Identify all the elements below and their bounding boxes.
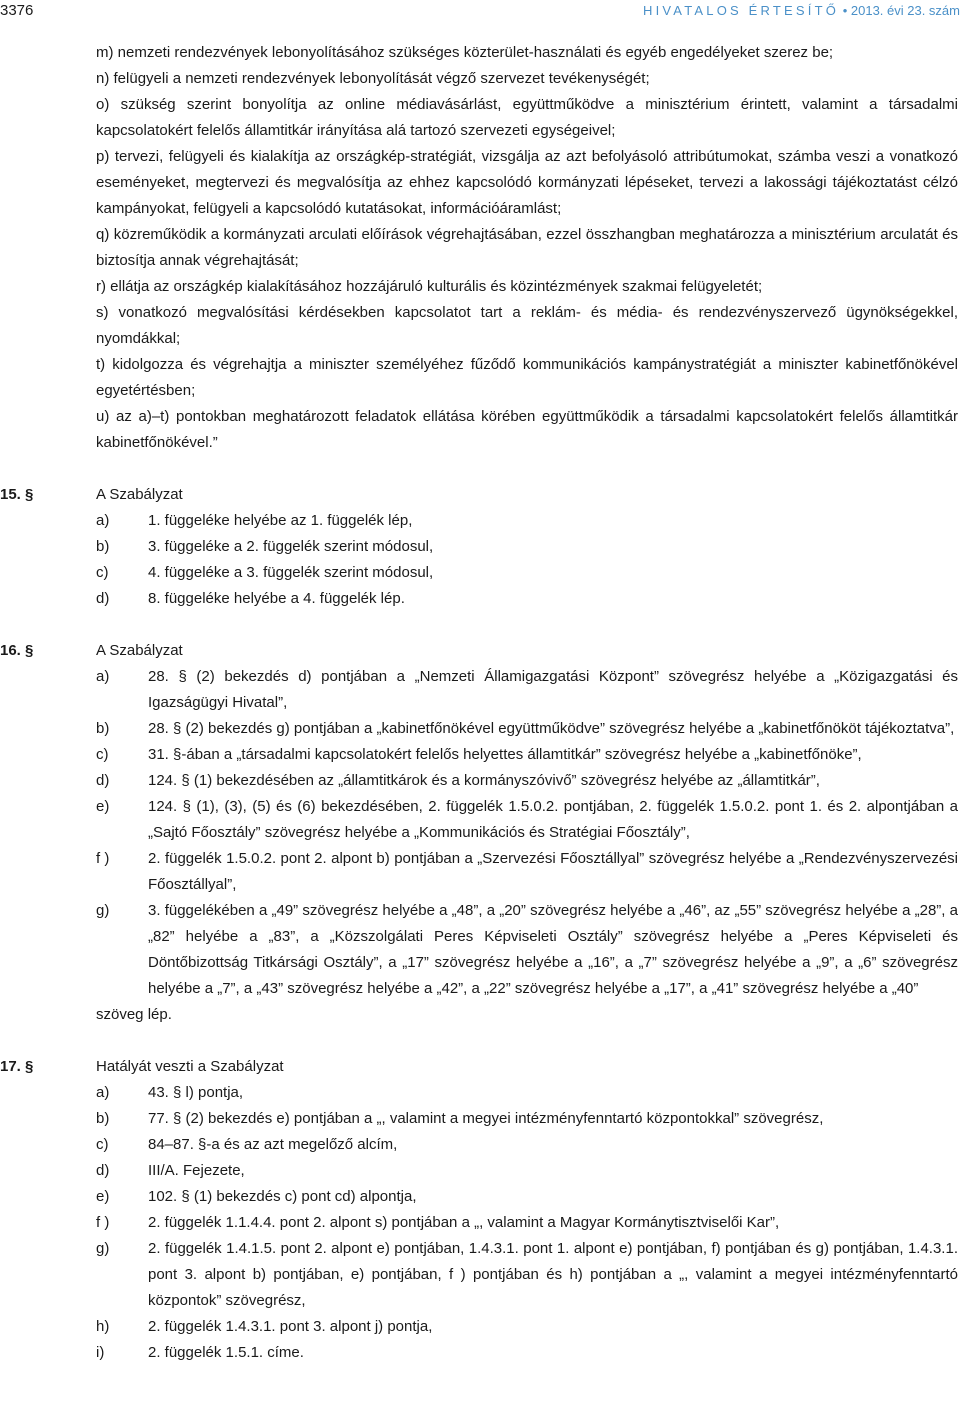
section-number: 16. §	[0, 642, 34, 659]
item-text: 1. függeléke helyébe az 1. függelék lép,	[148, 512, 413, 529]
item-letter: e)	[96, 798, 110, 815]
item-letter: g)	[96, 902, 110, 919]
item-text: 102. § (1) bekezdés c) pont cd) alpontja,	[148, 1188, 417, 1205]
item-letter: a)	[96, 668, 110, 685]
intro-point: m) nemzeti rendezvények lebonyolításához szükséges közterület-használati és egyéb engedélyeket szerez be;	[96, 44, 834, 61]
item-letter: c)	[96, 746, 109, 763]
list-item	[96, 586, 958, 612]
item-letter: b)	[96, 538, 110, 555]
list-item	[96, 1210, 958, 1236]
item-text: 28. § (2) bekezdés d) pontjában a „Nemzeti Államigazgatási Központ” szövegrész helyébe a „Közigazgatási és Igazságügyi Hivatal”,	[148, 668, 958, 711]
intro-points	[0, 40, 960, 456]
journal-title: HIVATALOS ÉRTESÍTŐ	[643, 3, 840, 18]
item-letter: f )	[96, 850, 110, 867]
intro-point: r) ellátja az országkép kialakításához hozzájáruló kulturális és közintézmények szakmai felügyeletét;	[96, 278, 763, 295]
list-item	[96, 534, 958, 560]
intro-point: q) közreműködik a kormányzati arculati előírások végrehajtásában, ezzel összhangban meghatározza a minisztérium arculatát és biztosítja annak végrehajtását;	[96, 226, 958, 269]
section-15	[0, 482, 960, 612]
page-number: 3376	[0, 2, 34, 19]
item-letter: f )	[96, 1214, 110, 1231]
item-letter: i)	[96, 1344, 105, 1361]
item-text: 2. függelék 1.4.1.5. pont 2. alpont e) pontjában, 1.4.3.1. pont 1. alpont e) pontjában, f) pontjában és g) pontjában, 1.4.3.1. pont 3. alpont b) pontjában, e) pontjában, f ) pontjában és h) pontjában a „, valamint a megyei intézményfenntartó központok” szövegrész,	[148, 1240, 958, 1309]
list-item	[96, 768, 958, 794]
list-item	[96, 508, 958, 534]
header-bullet: •	[842, 3, 848, 18]
item-letter: b)	[96, 1110, 110, 1127]
section-16	[0, 638, 960, 1028]
list-item	[96, 898, 958, 1002]
list-item	[96, 664, 958, 716]
item-letter: d)	[96, 1162, 110, 1179]
item-letter: a)	[96, 512, 110, 529]
list-item	[96, 742, 958, 768]
item-letter: h)	[96, 1318, 110, 1335]
list-item	[96, 1184, 958, 1210]
item-text: III/A. Fejezete,	[148, 1162, 245, 1179]
section-number: 15. §	[0, 486, 34, 503]
item-letter: e)	[96, 1188, 110, 1205]
item-text: 84–87. §-a és az azt megelőző alcím,	[148, 1136, 398, 1153]
intro-point: t) kidolgozza és végrehajtja a miniszter személyéhez fűződő kommunikációs kampánystratégiát a miniszter kabinetfőnökével egyetértésben;	[96, 356, 958, 399]
item-text: 28. § (2) bekezdés g) pontjában a „kabinetfőnökével együttműködve” szövegrész helyébe a „kabinetfőnököt tájékoztatva”,	[148, 720, 955, 737]
item-letter: a)	[96, 1084, 110, 1101]
item-text: 2. függelék 1.1.4.4. pont 2. alpont s) pontjában a „, valamint a Magyar Kormánytisztviselői Kar”,	[148, 1214, 780, 1231]
item-letter: d)	[96, 772, 110, 789]
list-item	[96, 794, 958, 846]
item-letter: b)	[96, 720, 110, 737]
item-text: 2. függelék 1.4.3.1. pont 3. alpont j) pontja,	[148, 1318, 433, 1335]
section-number: 17. §	[0, 1058, 34, 1075]
intro-point: o) szükség szerint bonyolítja az online médiavásárlást, együttműködve a minisztérium érintett, valamint a társadalmi kapcsolatokért felelős államtitkár irányítása alá tartozó szervezeti egységeivel;	[96, 96, 958, 139]
list-item	[96, 1132, 958, 1158]
item-letter: d)	[96, 590, 110, 607]
list-item	[96, 560, 958, 586]
issue-label: 2013. évi 23. szám	[850, 3, 960, 18]
running-header	[643, 3, 960, 18]
section-tail: szöveg lép.	[96, 1006, 172, 1023]
intro-point: u) az a)–t) pontokban meghatározott feladatok ellátása körében együttműködik a társadalmi kapcsolatokért felelős államtitkár kabinetfőnökével.”	[96, 408, 958, 451]
section-title: A Szabályzat	[96, 642, 183, 659]
document-body	[0, 40, 960, 1366]
item-letter: g)	[96, 1240, 110, 1257]
list-item	[96, 1158, 958, 1184]
item-letter: c)	[96, 564, 109, 581]
list-item	[96, 1236, 958, 1314]
list-item	[96, 1340, 958, 1366]
item-text: 3. függeléke a 2. függelék szerint módosul,	[148, 538, 434, 555]
item-text: 3. függelékében a „49” szövegrész helyébe a „48”, a „20” szövegrész helyébe a „46”, az „55” szövegrész helyébe a „28”, a „82” helyébe a „83”, a „Közszolgálati Peres Képviseleti Osztály” szövegrész helyébe a „Peres Képviseleti és Döntőbizottság Titkársági Osztály”, a „17” szövegrész helyébe a „16”, a „7” szövegrész helyébe a „9”, a „6” szövegrész helyébe a „7”, a „43” szövegrész helyébe a „42”, a „22” szövegrész helyébe a „17”, a „41” szövegrész helyébe a „40”	[148, 902, 958, 997]
section-17	[0, 1054, 960, 1366]
list-item	[96, 1106, 958, 1132]
list-item	[96, 1314, 958, 1340]
list-item	[96, 716, 958, 742]
page-header	[0, 0, 960, 22]
section-title: A Szabályzat	[96, 486, 183, 503]
list-item	[96, 1080, 958, 1106]
item-text: 2. függelék 1.5.0.2. pont 2. alpont b) pontjában a „Szervezési Főosztállyal” szövegrész helyébe a „Rendezvényszervezési Főosztállyal”,	[148, 850, 958, 893]
intro-point: s) vonatkozó megvalósítási kérdésekben kapcsolatot tart a reklám- és média- és rendezvényszervező ügynökségekkel, nyomdákkal;	[96, 304, 958, 347]
intro-point: p) tervezi, felügyeli és kialakítja az országkép-stratégiát, vizsgálja az azt befolyásoló attribútumokat, számba veszi a vonatkozó eseményeket, megtervezi és megvalósítja az ehhez kapcsolódó kormányzati lépéseket, tervezi a lakossági tájékoztatást célzó kampányokat, felügyeli a kapcsolódó kutatásokat, információáramlást;	[96, 148, 958, 217]
intro-point: n) felügyeli a nemzeti rendezvények lebonyolítását végző szervezet tevékenységét;	[96, 70, 650, 87]
item-text: 8. függeléke helyébe a 4. függelék lép.	[148, 590, 405, 607]
item-text: 124. § (1) bekezdésében az „államtitkárok és a kormányszóvivő” szövegrész helyébe az „államtitkár”,	[148, 772, 820, 789]
section-title: Hatályát veszti a Szabályzat	[96, 1058, 284, 1075]
list-item	[96, 846, 958, 898]
item-text: 31. §-ában a „társadalmi kapcsolatokért felelős helyettes államtitkár” szövegrész helyébe a „kabinetfőnöke”,	[148, 746, 862, 763]
item-text: 43. § l) pontja,	[148, 1084, 244, 1101]
item-text: 77. § (2) bekezdés e) pontjában a „, valamint a megyei intézményfenntartó központokkal” szövegrész,	[148, 1110, 824, 1127]
item-text: 4. függeléke a 3. függelék szerint módosul,	[148, 564, 434, 581]
item-text: 2. függelék 1.5.1. címe.	[148, 1344, 304, 1361]
item-text: 124. § (1), (3), (5) és (6) bekezdésében, 2. függelék 1.5.0.2. pontjában, 2. függelék 1.5.0.2. pont 1. és 2. alpontjában a „Sajtó Főosztály” szövegrész helyébe a „Kommunikációs és Stratégiai Főosztály”,	[148, 798, 958, 841]
item-letter: c)	[96, 1136, 109, 1153]
